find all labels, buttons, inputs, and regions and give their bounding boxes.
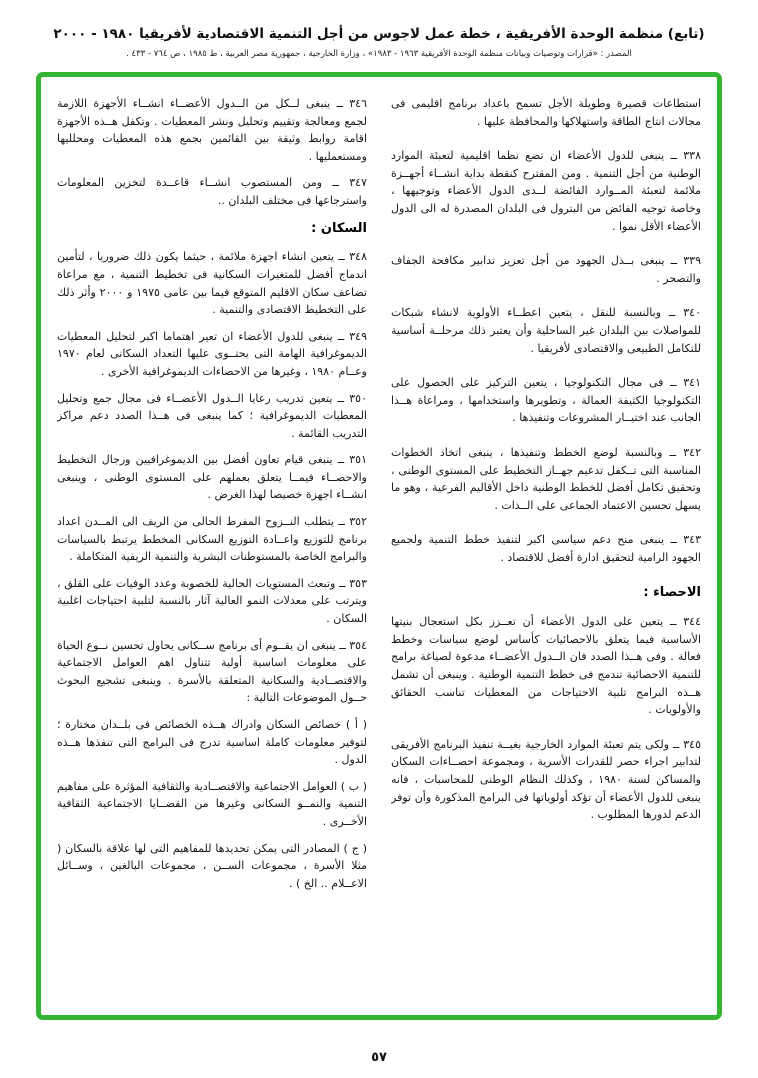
source-line: المصدر : «قرارات وتوصيات وبيانات منظمة الوحدة الأفريقية ١٩٦٣ - ١٩٨٣» ، وزارة الخارجية ، جمهورية مصر العربية ، ط ١٩٨٥ ، ص ٧٦٤ - ٤٣٣ . — [126, 49, 632, 59]
paragraph: ٣٥١ ــ ينبغى قيام تعاون أفضل بين الديموغرافيين ورجال التخطيط والاحصــاء فيمــا يتعلق بعملهم على المستوى الوطنى ، وينبغى انشــاء اجهزة خصيصا لهذا الغرض . — [57, 453, 367, 502]
paragraph: استطاعات قصيرة وطويلة الأجل تسمح باعداد برنامج اقليمى فى مجالات انتاج الطاقة واستهلاكها والمحافظة عليها . — [391, 97, 701, 128]
paragraph: ٣٤٩ ــ ينبغى للدول الأعضاء ان تعير اهتماما اكبر لتحليل المعطيات الديموغرافية الهامة التى يحتــوى عليها التعداد السكانى لعام ١٩٧٠ وعــام ١٩٨٠ ، وغيرها من الاحصاءات الديموغرافية الأخرى . — [57, 329, 367, 378]
paragraph: ٣٤٨ ــ يتعين انشاء اجهزة ملائمة ، حيثما يكون ذلك ضروريا ، لتأمين اندماج أفضل للمتغيرات السكانية فى تخطيط التنمية ، مع مراعاة تضاعف سكان الاقليم المتوقع فيما بين عامى ١٩٧٥ و ٢٠٠٠ وأثر ذلك على التخطيط الاقتصادى والتنمية . — [57, 250, 367, 317]
page-header — [0, 0, 758, 59]
paragraph: ( ج ) المصادر التى يمكن تحديدها للمفاهيم التى لها علاقة بالسكان ( مثلا الأسرة ، مجموعات الســن ، مجموعات البالغين ، وســائل الاعــلام .. الخ ) . — [57, 841, 367, 890]
right-column — [391, 95, 701, 1001]
paragraph: ٣٤٦ ــ ينبغى لــكل من الــدول الأعضــاء انشــاء الأجهزة اللازمة لجمع ومعالجة وتقييم وتحليل ونشر المعطيات . وتكفل هــذه الأجهزة اقامة روابط وثيقة بين القائمين بجمع هذه المعطيات ومحلليها ومستعمليها . — [57, 97, 367, 163]
paragraph: ٣٤٧ ــ ومن المستصوب انشــاء قاعــدة لتخزين المعلومات واسترجاعها فى مختلف البلدان .. — [57, 176, 367, 207]
paragraph: ٣٣٨ ــ ينبغى للدول الأعضاء ان تضع نظما اقليمية لتعبئة الموارد الوطنية من أجل التنمية . ومن المقترح كنقطة بداية انشــاء أجهــزة ملائمة لتعبئة المــوارد الفائضة لــدى الدول الأعضاء وتوجيهها ، وخاصة توجيه الفائض من البترول فى البلدان المصدرة له الى الدول الأعضاء الأقل نموا . — [391, 149, 701, 233]
paragraph: ( أ ) خصائص السكان وادراك هــذه الخصائص فى بلــدان مختارة ؛ لتوفير معلومات كاملة اساسية تدرج فى البرامج التى تنفذها هــذه الدول . — [57, 718, 367, 767]
paragraph: ٣٥٠ ــ يتعين تدريب رعايا الــدول الأعضــاء فى مجال جمع وتحليل المعطيات الديموغرافية ؛ كما ينبغى فى هــذا الصدد دعم مراكز التدريب القائمة . — [57, 391, 367, 440]
paragraph: ٣٤٣ ــ ينبغى منح دعم سياسى اكبر لتنفيذ خطط التنمية ولجميع الجهود الرامية لتحقيق ادارة أفضل للاقتصاد . — [391, 533, 701, 564]
paragraph: ٣٣٩ ــ ينبغى بــذل الجهود من أجل تعزيز تدابير مكافحة الجفاف والتصحر . — [391, 254, 701, 285]
paragraph: ٣٤٤ ــ يتعين على الدول الأعضاء أن تعــزز بكل استعجال بنيتها الأساسية فيما يتعلق بالاحصائيات كأساس لوضع سياسات وخطط فعالة . وفى هــذا الصدد فان الــدول الأعضــاء مدعوة لصياغة برامج للتنمية الاحصائية تندمج فى خطط التنمية الوطنية . وينبغى أن تشمل هــذه البرامج تلبية الاحتياجات من المعطيات تناسب الحقائق والأولويات . — [391, 615, 701, 717]
paragraph: ٣٤١ ــ فى مجال التكنولوجيا ، يتعين التركيز على الحصول على التكنولوجيا الكثيفة العمالة ، وتطويرها واستخدامها ، ومراعاة هــذا الجانب عند اختيــار المشروعات وتنفيذها . — [391, 376, 701, 425]
document-title: (تابع) منظمة الوحدة الأفريقية ، خطة عمل لاجوس من أجل التنمية الاقتصادية لأفريقيا ١٩٨٠ - ٢٠٠٠ — [53, 26, 705, 42]
paragraph: ٣٤٢ ــ وبالنسبة لوضع الخطط وتنفيذها ، ينبغى اتخاذ الخطوات المناسبة التى تــكفل تدعيم جهــاز التخطيط على المستوى الوطنى ، وتحقيق تكامل أفضل للخطط الوطنية داخل الأقاليم الفرعية ، وهو ما يسهل تحسين الاعتماد الجماعى على الــذات . — [391, 445, 701, 512]
text-columns — [57, 95, 701, 1001]
paragraph: ٣٥٤ ــ ينبغى ان يقــوم أى برنامج ســكانى يحاول تحسين نــوع الحياة على معلومات اساسية أولية تتناول اهم العوامل الاجتماعية والاقتصــادية والسكانية المتعلقة بالأسرة . وينبغى تشجيع البحوث حــول الموضوعات التالية : — [57, 638, 367, 705]
page-number: ٥٧ — [371, 1050, 387, 1065]
left-column — [57, 95, 367, 1001]
paragraph: ٣٥٢ ــ يتطلب النــزوح المفرط الحالى من الريف الى المــدن اعداد برنامج للتوزيع واعــادة التوزيع السكانى المخطط يرتبط بالسياسات والبرامج الخاصة بالمستوطنات البشرية والتنمية الريفية المتكاملة . — [57, 515, 367, 564]
content-frame — [36, 72, 722, 1020]
paragraph: ٣٤٠ ــ وبالنسبة للنقل ، يتعين اعطــاء الأولوية لانشاء شبكات للمواصلات بين البلدان غير الساحلية وأن يعتبر ذلك مرحلــة أساسية للتكامل الطبيعى والاقتصادى لأفريقيا . — [391, 306, 701, 355]
section-heading: الاحصاء : — [643, 585, 701, 601]
paragraph: ( ب ) العوامل الاجتماعية والاقتصــادية والثقافية المؤثرة على مفاهيم التنمية والنمــو السكانى وغيرها من القضــايا الاجتماعية الثقافية الأخــرى . — [57, 779, 367, 828]
paragraph: ٣٤٥ ــ ولكى يتم تعبئة الموارد الخارجية بغيــة تنفيذ البرنامج الأفريقى لتدابير اجراء حصر للقدرات الأسرية ، ومجموعة احصــاءات السكان والمساكن لسنة ١٩٨٠ ، وكذلك النظام الوطنى للمحاسبات ، فانه ينبغى للدول الأعضاء أن تؤكد أولوياتها فى البرامج المذكورة وأن توفر الدعم لدورها المطلوب . — [391, 737, 701, 822]
section-heading: السكان : — [311, 220, 367, 236]
paragraph: ٣٥٣ ــ وتبعث المستويات الحالية للخصوبة وعدد الوفيات على القلق ، ويترتب على معدلات النمو العالية آثار بالنسبة لتلبية احتياجات اغلبية السكان . — [57, 576, 367, 626]
